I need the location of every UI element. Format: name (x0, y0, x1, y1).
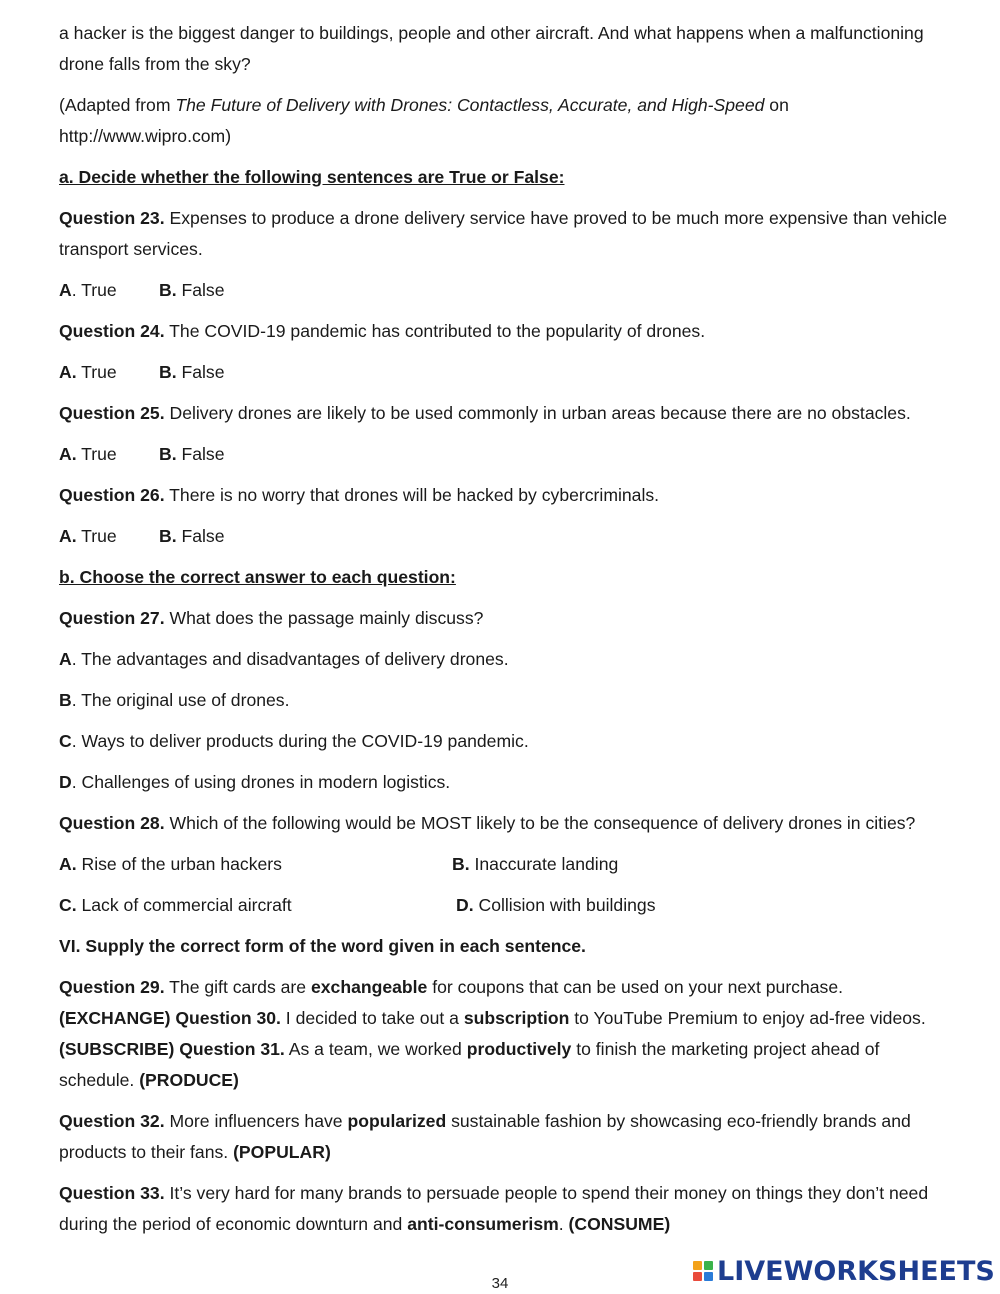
question-33: Question 33. It’s very hard for many brands to persuade people to spend their money on things they don’t need during the period of economic downturn and anti-consumerism. (CONSUME) (59, 1183, 929, 1234)
page-number: 34 (491, 1275, 509, 1292)
logo-mark-square (693, 1272, 702, 1281)
source-title: The Future of Delivery with Drones: Contactless, Accurate, and High-Speed (175, 95, 765, 115)
answer-30[interactable]: subscription (463, 1008, 570, 1028)
question-28-option-a[interactable]: A. Rise of the urban hackers (59, 854, 282, 874)
logo-text: LIVEWORKSHEETS (717, 1255, 995, 1287)
section-vi-heading: VI. Supply the correct form of the word given in each sentence. (59, 936, 586, 956)
logo-mark-square (693, 1261, 702, 1270)
question-27-option-b[interactable]: B. The original use of drones. (59, 690, 290, 710)
question-27-option-c[interactable]: C. Ways to deliver products during the COVID-19 pandemic. (59, 731, 529, 751)
option-a[interactable]: A. True (59, 444, 117, 464)
section-b-heading: b. Choose the correct answer to each question: (59, 567, 456, 587)
answer-29[interactable]: exchangeable (310, 977, 428, 997)
section-a-heading: a. Decide whether the following sentences are True or False: (59, 167, 565, 187)
logo-mark-icon (693, 1261, 713, 1281)
question-24-options (59, 357, 959, 388)
question-23: Question 23. Expenses to produce a drone delivery service have proved to be much more expensive than vehicle transport services. (59, 208, 947, 259)
source-citation: (Adapted from The Future of Delivery with Drones: Contactless, Accurate, and High-Speed on http://www.wipro.com) (59, 95, 789, 146)
question-28-options-row-1 (59, 849, 959, 880)
question-28-option-c[interactable]: C. Lack of commercial aircraft (59, 895, 292, 915)
option-b[interactable]: B. False (159, 362, 225, 382)
question-25-options (59, 439, 959, 470)
question-32: Question 32. More influencers have popularized sustainable fashion by showcasing eco-friendly brands and products to their fans. (POPULAR) (59, 1111, 911, 1162)
intro-paragraph: a hacker is the biggest danger to buildings, people and other aircraft. And what happens when a malfunctioning drone falls from the sky? (59, 23, 924, 74)
worksheet-page (59, 18, 959, 1250)
question-27-option-d[interactable]: D. Challenges of using drones in modern logistics. (59, 772, 451, 792)
answer-31[interactable]: productively (466, 1039, 572, 1059)
option-b[interactable]: B. False (159, 444, 225, 464)
question-28-options-row-2 (59, 890, 959, 921)
option-a[interactable]: A. True (59, 526, 117, 546)
answer-32[interactable]: popularized (347, 1111, 447, 1131)
question-25: Question 25. Delivery drones are likely to be used commonly in urban areas because there are no obstacles. (59, 403, 911, 423)
option-b[interactable]: B. False (159, 526, 225, 546)
option-a[interactable]: A. True (59, 362, 117, 382)
answer-33[interactable]: anti-consumerism (407, 1214, 559, 1234)
option-b[interactable]: B. False (159, 280, 225, 300)
question-26: Question 26. There is no worry that drones will be hacked by cybercriminals. (59, 485, 660, 505)
question-23-options (59, 275, 959, 306)
logo-mark-square (704, 1261, 713, 1270)
question-24: Question 24. The COVID-19 pandemic has contributed to the popularity of drones. (59, 321, 706, 341)
questions-29-31: Question 29. The gift cards are exchangeable for coupons that can be used on your next purchase. (EXCHANGE) Question 30. I decided to take out a subscription to YouTube Premium to enjoy ad-free videos. (SUBSCRIBE) Question 31. As a team, we worked productively to finish the marketing project ahead of schedule. (PRODUCE) (59, 977, 926, 1090)
question-26-options (59, 521, 959, 552)
liveworksheets-logo[interactable] (693, 1254, 995, 1288)
question-28-option-b[interactable]: B. Inaccurate landing (452, 854, 619, 874)
question-28: Question 28. Which of the following would be MOST likely to be the consequence of delivery drones in cities? (59, 813, 916, 833)
question-27-option-a[interactable]: A. The advantages and disadvantages of delivery drones. (59, 649, 509, 669)
question-27: Question 27. What does the passage mainly discuss? (59, 608, 484, 628)
question-28-option-d[interactable]: D. Collision with buildings (456, 895, 656, 915)
option-a[interactable]: A. True (59, 280, 117, 300)
logo-mark-square (704, 1272, 713, 1281)
